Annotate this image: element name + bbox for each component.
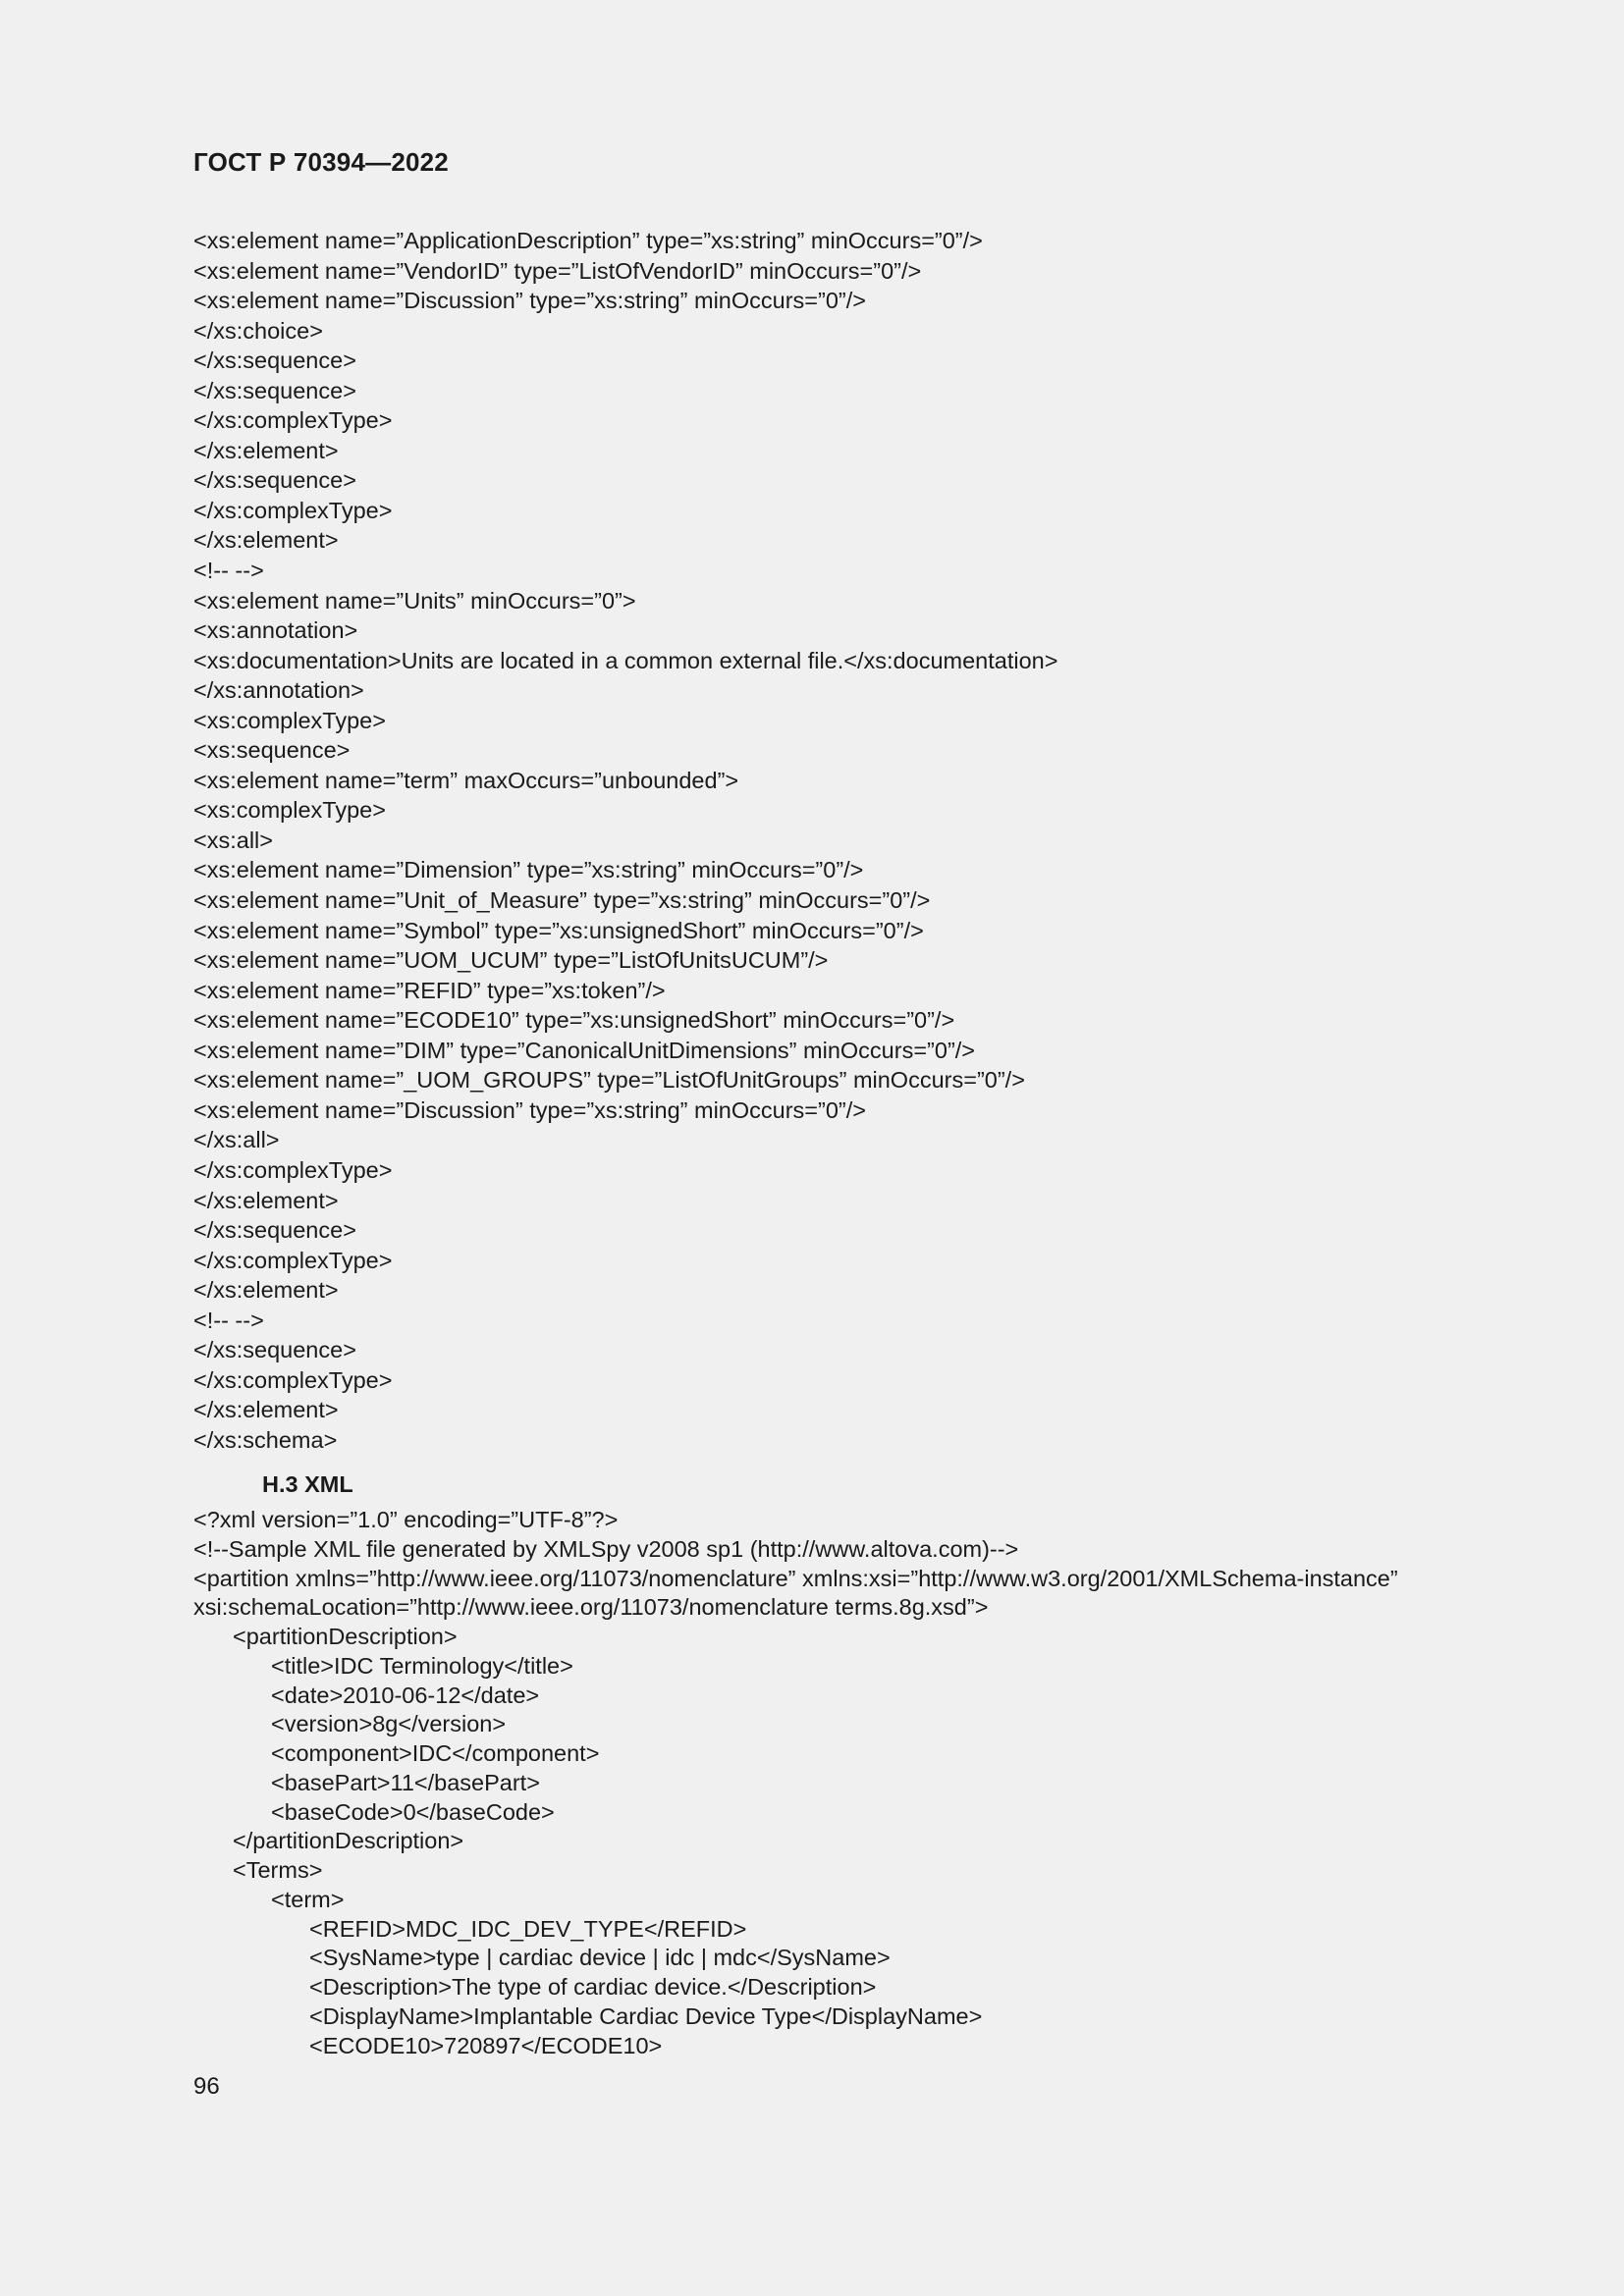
code-line: <xs:element name=”term” maxOccurs=”unbounded”> xyxy=(193,767,739,793)
code-line: </xs:element> xyxy=(193,1277,339,1304)
code-line: <date>2010-06-12</date> xyxy=(271,1682,540,1708)
code-line: <!-- --> xyxy=(193,1307,264,1333)
code-line: <?xml version=”1.0” encoding=”UTF-8”?> xyxy=(193,1507,619,1532)
code-line: <REFID>MDC_IDC_DEV_TYPE</REFID> xyxy=(309,1915,747,1942)
code-line: <xs:complexType> xyxy=(193,797,386,824)
code-line: <!-- --> xyxy=(193,558,264,584)
code-line: </xs:sequence> xyxy=(193,377,356,403)
code-line: <xs:element name=”ECODE10” type=”xs:unsignedShort” minOccurs=”0”/> xyxy=(193,1007,955,1034)
code-line: </xs:element> xyxy=(193,437,339,463)
code-line: <xs:sequence> xyxy=(193,737,351,764)
code-line: <DisplayName>Implantable Cardiac Device Type</DisplayName> xyxy=(309,2002,983,2029)
code-line: <!--Sample XML file generated by XMLSpy v2008 sp1 (http://www.altova.com)--> xyxy=(193,1535,1019,1562)
code-line: </partitionDescription> xyxy=(233,1828,464,1854)
code-line: <xs:element name=”Dimension” type=”xs:string” minOccurs=”0”/> xyxy=(193,857,864,883)
code-line: <xs:all> xyxy=(193,827,273,853)
code-line: <xs:element name=”Symbol” type=”xs:unsignedShort” minOccurs=”0”/> xyxy=(193,917,924,943)
code-line: <xs:complexType> xyxy=(193,707,386,733)
code-line: <version>8g</version> xyxy=(271,1711,507,1737)
code-line: <Description>The type of cardiac device.</Description> xyxy=(309,1974,877,2000)
code-line: <baseCode>0</baseCode> xyxy=(271,1798,555,1825)
code-line: </xs:complexType> xyxy=(193,407,393,434)
code-line: </xs:sequence> xyxy=(193,1337,356,1363)
code-line: <term> xyxy=(271,1886,345,1912)
code-line: </xs:element> xyxy=(193,1397,339,1423)
code-line: <xs:documentation>Units are located in a common external file.</xs:documentation> xyxy=(193,647,1058,673)
code-line: xsi:schemaLocation=”http://www.ieee.org/11073/nomenclature terms.8g.xsd”> xyxy=(193,1594,989,1621)
code-line: <xs:annotation> xyxy=(193,617,358,644)
section-heading: Н.3 XML xyxy=(262,1471,353,1497)
code-line: </xs:choice> xyxy=(193,317,323,344)
code-line: </xs:schema> xyxy=(193,1426,338,1453)
code-line: <SysName>type | cardiac device | idc | mdc</SysName> xyxy=(309,1945,891,1971)
code-line: <xs:element name=”Discussion” type=”xs:string” minOccurs=”0”/> xyxy=(193,1096,866,1123)
code-line: <partitionDescription> xyxy=(233,1624,458,1649)
code-line: </xs:complexType> xyxy=(193,1366,393,1393)
code-line: </xs:sequence> xyxy=(193,347,356,374)
code-line: </xs:complexType> xyxy=(193,1247,393,1273)
code-line: </xs:annotation> xyxy=(193,677,364,704)
code-line: <xs:element name=”UOM_UCUM” type=”ListOfUnitsUCUM”/> xyxy=(193,947,829,974)
code-line: </xs:sequence> xyxy=(193,467,356,494)
code-line: </xs:element> xyxy=(193,1187,339,1213)
code-line: <xs:element name=”REFID” type=”xs:token”/> xyxy=(193,977,666,1003)
code-line: <Terms> xyxy=(233,1857,323,1883)
code-line: <xs:element name=”_UOM_GROUPS” type=”ListOfUnitGroups” minOccurs=”0”/> xyxy=(193,1067,1025,1094)
xml-code-block xyxy=(193,1506,1548,2060)
code-line: <xs:element name=”Units” minOccurs=”0”> xyxy=(193,587,636,614)
code-line: <title>IDC Terminology</title> xyxy=(271,1652,573,1679)
code-line: </xs:element> xyxy=(193,527,339,554)
code-line: <xs:element name=”Unit_of_Measure” type=”xs:string” minOccurs=”0”/> xyxy=(193,887,931,914)
code-line: </xs:complexType> xyxy=(193,1156,393,1183)
code-line: </xs:complexType> xyxy=(193,497,393,523)
code-line: <partition xmlns=”http://www.ieee.org/11073/nomenclature” xmlns:xsi=”http://www.w3.org/2001/XMLSchema-instance” xyxy=(193,1565,1398,1591)
page-header: ГОСТ Р 70394—2022 xyxy=(193,147,449,177)
code-line: <ECODE10>720897</ECODE10> xyxy=(309,2032,663,2058)
page-number: 96 xyxy=(193,2073,220,2100)
code-line: <xs:element name=”ApplicationDescription” type=”xs:string” minOccurs=”0”/> xyxy=(193,228,983,253)
code-line: </xs:sequence> xyxy=(193,1217,356,1244)
code-line: <component>IDC</component> xyxy=(271,1740,600,1766)
schema-code-block xyxy=(193,226,1548,1455)
code-line: </xs:all> xyxy=(193,1127,280,1153)
code-line: <xs:element name=”DIM” type=”CanonicalUnitDimensions” minOccurs=”0”/> xyxy=(193,1037,976,1063)
code-line: <basePart>11</basePart> xyxy=(271,1769,540,1795)
code-line: <xs:element name=”Discussion” type=”xs:string” minOccurs=”0”/> xyxy=(193,288,866,314)
code-line: <xs:element name=”VendorID” type=”ListOfVendorID” minOccurs=”0”/> xyxy=(193,257,922,284)
